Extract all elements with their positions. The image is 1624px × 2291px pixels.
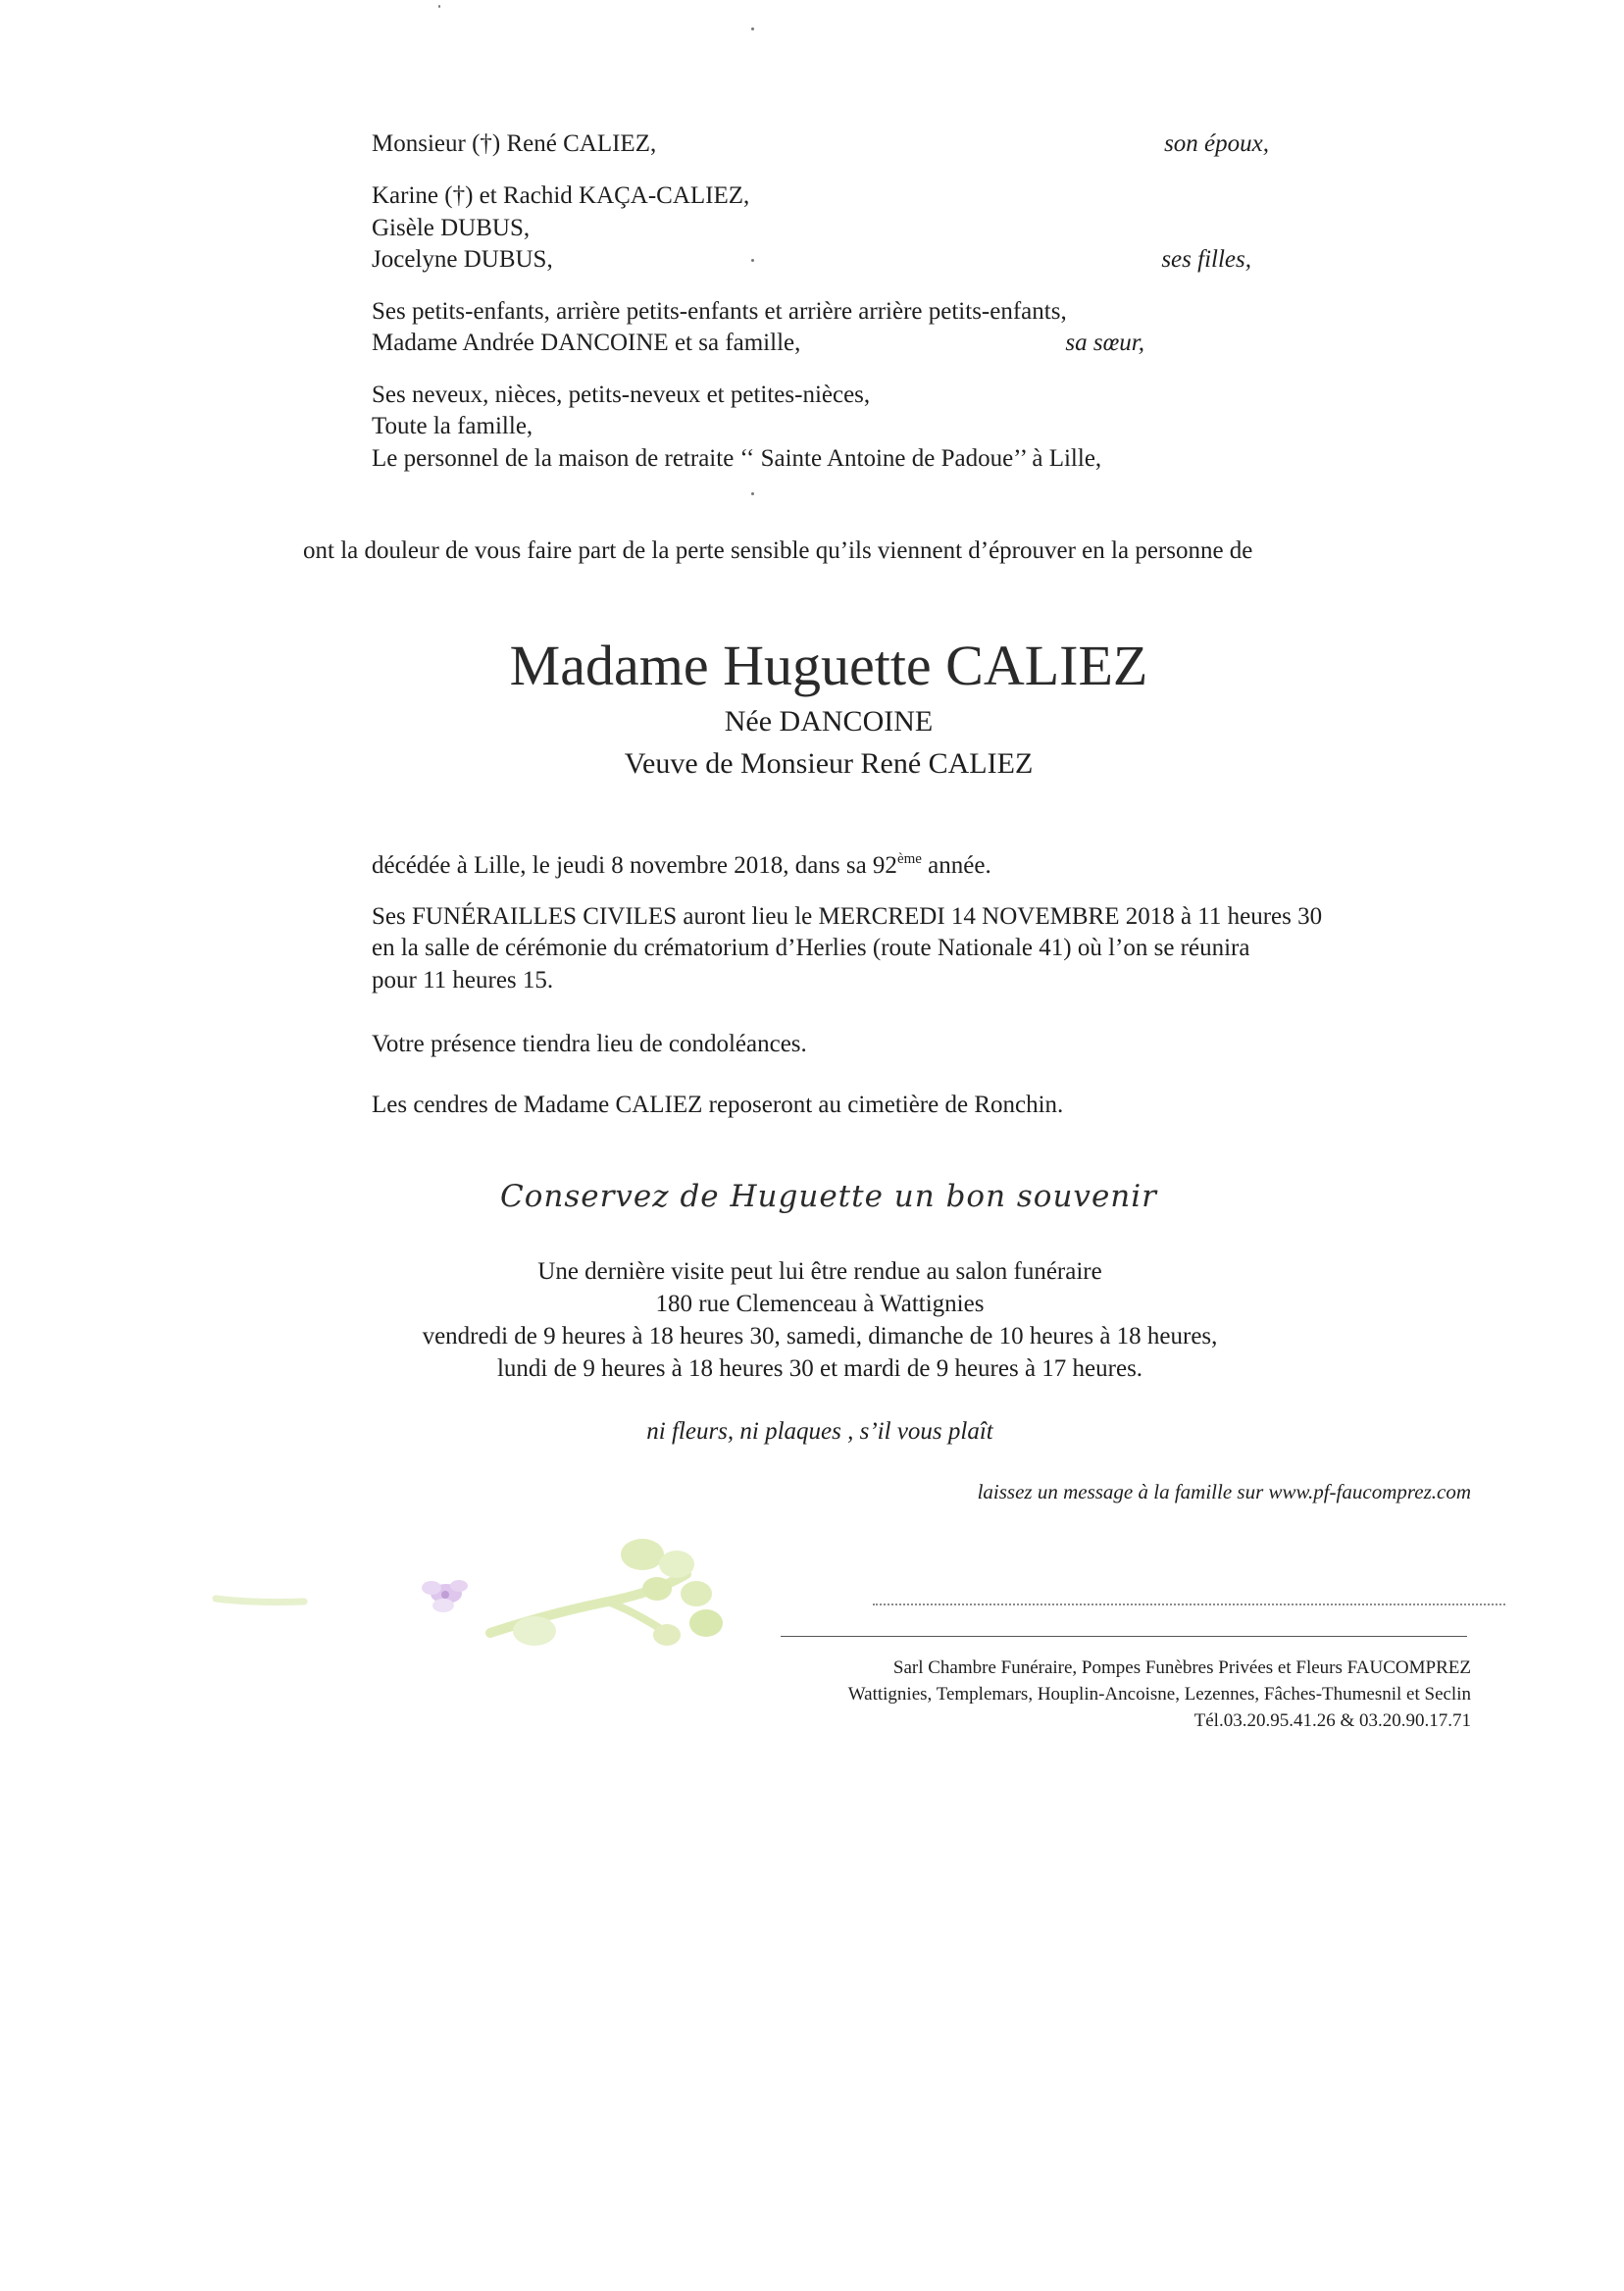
funeral-line-2: en la salle de cérémonie du crématorium d’Herlies (route Nationale 41) où l’on se réunira xyxy=(372,935,1250,961)
condolences-line: Votre présence tiendra lieu de condoléances. xyxy=(372,1031,807,1057)
ashes-line: Les cendres de Madame CALIEZ reposeront au cimetière de Ronchin. xyxy=(372,1092,1064,1118)
memory-phrase: Conservez de Huguette un bon souvenir xyxy=(500,1179,1157,1214)
husband-role: son époux, xyxy=(1164,130,1269,157)
daughter-3: Jocelyne DUBUS, xyxy=(372,246,553,273)
scan-speck xyxy=(438,5,440,8)
flower-bud xyxy=(621,1539,664,1570)
scan-speck xyxy=(751,259,754,262)
sister-role: sa sœur, xyxy=(1065,330,1144,356)
funeral-line-1: Ses FUNÉRAILLES CIVILES auront lieu le MERCREDI 14 NOVEMBRE 2018 à 11 heures 30 xyxy=(372,903,1323,930)
orchid-flower xyxy=(422,1580,468,1612)
company-underline xyxy=(781,1636,1467,1637)
company-locations-line: Wattignies, Templemars, Houplin-Ancoisne, Lezennes, Fâches-Thumesnil et Seclin xyxy=(847,1684,1471,1705)
daughter-2: Gisèle DUBUS, xyxy=(372,215,531,241)
sister-name: Madame Andrée DANCOINE et sa famille, xyxy=(372,330,801,356)
staff-line: Le personnel de la maison de retraite ‘‘ Sainte Antoine de Padoue’’ à Lille, xyxy=(372,445,1102,472)
announcement-line: ont la douleur de vous faire part de la perte sensible qu’ils viennent d’éprouver en la personne de xyxy=(303,537,1253,564)
scan-speck xyxy=(751,27,754,30)
visit-line-1: Une dernière visite peut lui être rendue au salon funéraire xyxy=(537,1258,1102,1285)
separator-dotted-line xyxy=(873,1604,1505,1605)
company-name-line: Sarl Chambre Funéraire, Pompes Funèbres Privées et Fleurs FAUCOMPREZ xyxy=(892,1657,1471,1678)
death-line-end: année. xyxy=(921,852,991,879)
visit-line-2: 180 rue Clemenceau à Wattignies xyxy=(655,1291,985,1317)
deceased-name: Madame Huguette CALIEZ xyxy=(509,634,1148,697)
funeral-line-3: pour 11 heures 15. xyxy=(372,967,554,993)
company-phone-line: Tél.03.20.95.41.26 & 03.20.90.17.71 xyxy=(1193,1710,1471,1731)
deceased-born-name: Née DANCOINE xyxy=(724,705,934,738)
deceased-widow-of: Veuve de Monsieur René CALIEZ xyxy=(624,747,1034,780)
branch-stem xyxy=(216,1599,304,1603)
message-note: laissez un message à la famille sur www.pf-faucomprez.com xyxy=(977,1480,1471,1503)
visit-line-3: vendredi de 9 heures à 18 heures 30, samedi, dimanche de 10 heures à 18 heures, xyxy=(422,1323,1218,1349)
flower-bud xyxy=(659,1551,694,1578)
flower-bud xyxy=(681,1581,712,1606)
scan-speck xyxy=(751,492,754,495)
death-line-text: décédée à Lille, le jeudi 8 novembre 2018, dans sa 92 xyxy=(372,852,897,879)
daughters-role: ses filles, xyxy=(1161,246,1251,273)
nephews-line: Ses neveux, nièces, petits-neveux et petites-nièces, xyxy=(372,382,871,408)
husband-name: Monsieur (†) René CALIEZ, xyxy=(372,130,657,157)
visit-line-4: lundi de 9 heures à 18 heures 30 et mardi de 9 heures à 17 heures. xyxy=(496,1355,1143,1382)
flower-bud xyxy=(642,1577,672,1601)
death-ordinal-sup: ème xyxy=(896,851,922,867)
death-line xyxy=(372,849,991,882)
daughter-1: Karine (†) et Rachid KAÇA-CALIEZ, xyxy=(372,182,750,209)
grandchildren-line: Ses petits-enfants, arrière petits-enfants et arrière arrière petits-enfants, xyxy=(372,298,1067,325)
flower-bud xyxy=(513,1616,556,1646)
flower-bud xyxy=(653,1624,681,1646)
no-flowers-note: ni fleurs, ni plaques , s’il vous plaît xyxy=(646,1418,993,1445)
whole-family-line: Toute la famille, xyxy=(372,413,533,439)
flower-bud xyxy=(689,1609,723,1637)
orchid-branch-decoration xyxy=(196,1515,824,1662)
